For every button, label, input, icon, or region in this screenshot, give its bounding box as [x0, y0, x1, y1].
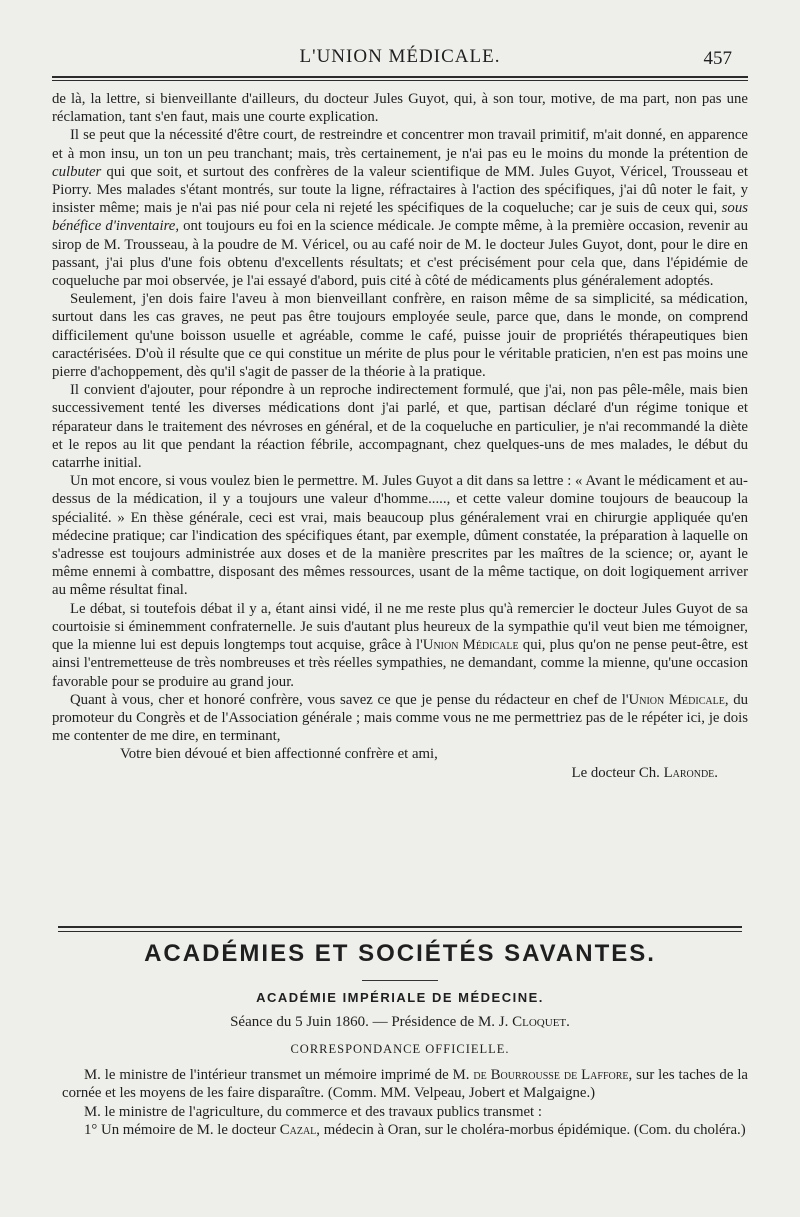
paragraph-text: , sur les taches de la cornée et les moyens de les faire disparaître. (Comm. MM. Velpeau, Jobert et Malgaigne.) [62, 1067, 748, 1102]
signature-prefix: Le docteur Ch. [571, 764, 664, 781]
correspondence-body [62, 1066, 748, 1140]
paragraph-text: M. le ministre de l'intérieur transmet un mémoire imprimé de M. [84, 1067, 474, 1083]
author-name: de Bourrousse de Laffore [473, 1067, 629, 1083]
paragraph-text: Un mot encore, si vous voulez bien le permettre. M. Jules Guyot a dit dans sa lettre : « Avant le médicament et au-dessus de la médication, il y a toujours une valeur d'homme....., et cette valeur domine toujours de beaucoup la spécialité. » En thèse générale, ceci est vrai, mais beaucoup plus généralement vrai en chirurgie appliquée qu'en médecine pratique; car l'indication des spécifiques étant, par exemple, dûment constatée, la préparation à laquelle on s'adresse est toujours administrée aux doses et de la manière prescrites par les maîtres de la science; or, ayant le même ennemi à combattre, disposant des mêmes ressources, usant de la même tactique, on doit logiquement arriver au même résultat final. [52, 473, 748, 599]
section-title: ACADÉMIES ET SOCIÉTÉS SAVANTES. [144, 940, 656, 967]
paragraph-text: ont toujours eu foi en la science médicale. Je compte même, à la première occasion, revenir au sirop de M. Trousseau, à la poudre de M. Véricel, ou au café noir de M. le docteur Jules Guyot, dont, pour le dire en passant, j'ai plus d'une fois obtenu d'excellents résultats; et c'est précisément pour cela que, dans l'épidémie de coqueluche par moi observée, je l'ai essayé d'abord, puis cité à côté de médicaments plus généralement adoptés. [52, 218, 748, 290]
journal-name: Union Médicale [628, 691, 725, 708]
italic-text: culbuter [52, 163, 102, 180]
paragraph-text: de là, la lettre, si bienveillante d'ailleurs, du docteur Jules Guyot, qui, à son tour, motive, de ma part, non pas une réclamation, tant s'en faut, mais une courte explication. [52, 91, 748, 126]
author-name: Cazal [279, 1122, 317, 1139]
paragraph-text: Il se peut que la nécessité d'être court, de restreindre et concentrer mon travail primitif, m'ait donné, en apparence et à mon insu, un ton un peu tranchant; mais, très certainement, je n'ai pas eu le moins du monde la prétention de [52, 127, 748, 162]
paragraph-text: Il convient d'ajouter, pour répondre à un reproche indirectement formulé, que j'ai, non pas pêle-mêle, mais bien successivement tenté les diverses médications dont j'ai parlé, et que, partisan déclaré d'un régime tonique et réparateur dans le traitement des névroses en général, et de la coqueluche en particulier, je n'ai recommandé la diète et le repos au lit que pendant la réaction fébrile, accompagnant, chez quelques-uns de mes malades, le début du catarrhe initial. [52, 382, 748, 472]
paragraph-text: M. le ministre de l'agriculture, du commerce et des travaux publics transmet : [84, 1103, 542, 1120]
paragraph-text: , du promoteur du Congrès et de l'Association générale ; mais comme vous ne me permettriez pas de le répéter ici, je dois me contenter de me dire, en terminant, [52, 691, 749, 745]
subsection-title: CORRESPONDANCE OFFICIELLE. [290, 1042, 510, 1056]
paragraph-text: Seulement, j'en dois faire l'aveu à mon bienveillant confrère, en raison même de sa simplicité, sa médication, surtout dans les cas graves, ne peut pas être toujours employée seule, parce que, dans le monde, on comprend difficilement qu'une boisson usuelle et agréable, comme le café, puisse jouir de propriétés thérapeutiques bien caractérisées. D'où il résulte que ce qui constitue un mérite de plus pour le véritable praticien, n'en est pas moins une pierre d'achoppement, dès qu'il s'agit de passer de la théorie à la pratique. [52, 291, 748, 381]
journal-name: Union Médicale [422, 637, 519, 654]
session-text: . [566, 1014, 570, 1030]
italic-text: sous bénéfice d'inventaire, [52, 200, 748, 235]
paragraph-text: qui que soit, et surtout des confrères de la valeur scientifique de MM. Jules Guyot, Véricel, Trousseau et Piorry. Mes malades s'étant montrés, sur toute la ligne, réfractaires à l'action des spécifiques, j'ai dû noter le fait, y insister même; mais je n'ai pas nié pour cela ni rejeté les spécifiques de la coqueluche; car je suis de ceux qui, [52, 163, 748, 217]
paragraph [62, 1103, 748, 1121]
academy-name: ACADÉMIE IMPÉRIALE DE MÉDECINE. [256, 990, 544, 1005]
letter-body [52, 90, 748, 782]
session-line [52, 1014, 748, 1031]
paragraph-text: Quant à vous, cher et honoré confrère, vous savez ce que je pense du rédacteur en chef de l' [70, 691, 629, 708]
paragraph [62, 1066, 748, 1103]
paragraph [52, 90, 748, 126]
paragraph-text: Le débat, si toutefois débat il y a, étant ainsi vidé, il ne me reste plus qu'à remercier le docteur Jules Guyot de sa courtoisie si éminemment confraternelle. Je suis d'autant plus heureux de la sympathie qu'il veut bien me témoigner, que la mienne lui est depuis longtemps tout acquise, grâce à l' [52, 600, 748, 654]
paragraph [52, 126, 748, 290]
signature-suffix: . [714, 764, 718, 781]
signature-name: Laronde [663, 764, 715, 781]
signature [52, 764, 748, 782]
paragraph [52, 691, 748, 746]
running-title: L'UNION MÉDICALE. [299, 46, 501, 67]
paragraph [52, 472, 748, 599]
paragraph [52, 290, 748, 381]
title-underline [362, 980, 438, 981]
page-number: 457 [703, 48, 732, 69]
paragraph [52, 381, 748, 472]
closing-line: Votre bien dévoué et bien affectionné confrère et ami, [120, 746, 438, 763]
paragraph-text: 1° Un mémoire de M. le docteur [84, 1122, 280, 1139]
paragraph-text: qui, plus qu'on ne pense peut-être, est ainsi l'entremetteuse de très nombreuses et très réelles sympathies, ne demandant, comme la mienne, qu'une occasion favorable pour se produire au grand jour. [52, 637, 748, 690]
paragraph [62, 1121, 748, 1139]
page-header [52, 46, 748, 70]
section-divider [58, 926, 742, 932]
header-rule [52, 76, 748, 81]
session-text: Séance du 5 Juin 1860. — Présidence de M. J. [230, 1014, 513, 1030]
paragraph-text: , médecin à Oran, sur le choléra-morbus épidémique. (Com. du choléra.) [316, 1122, 746, 1139]
president-name: Cloquet [512, 1014, 567, 1030]
paragraph [52, 600, 748, 691]
